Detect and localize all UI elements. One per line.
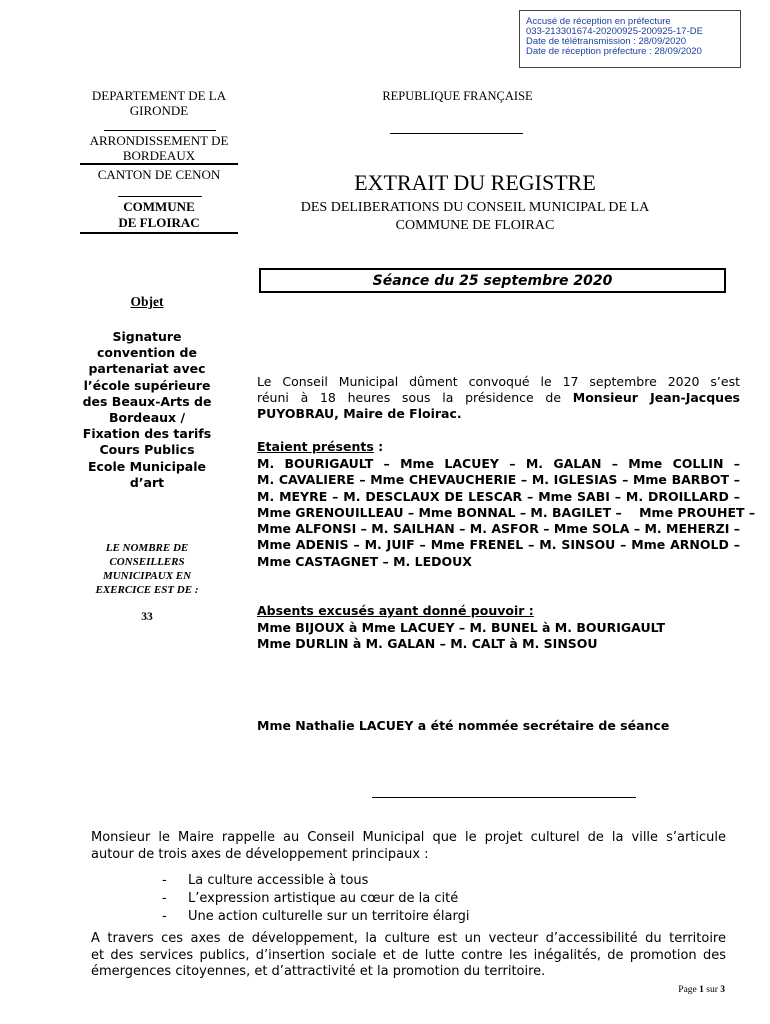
stamp-line: Date de télétransmission : 28/09/2020 [526,36,687,47]
body-paragraph-1 [91,830,726,863]
conseillers-line: MUNICIPAUX EN [102,570,192,582]
list-item: - La culture accessible à tous [162,872,722,890]
divider [118,196,202,197]
absents-list [257,620,740,653]
presents-line: Mme ADENIS – M. JUIF – Mme FRENEL – M. SINSOU – Mme ARNOLD – [257,537,740,553]
divider [80,163,238,165]
body-line: et des services publics, d’insertion sociale et de lutte contre les inégalités, de promotion des [91,947,726,963]
page-current: 1 [699,985,704,995]
page-number [620,985,725,995]
objet-line: des Beaux-Arts de [82,393,212,409]
list-item: - L’expression artistique au cœur de la cité [162,890,722,908]
axes-list [162,872,722,926]
presents-line: M. MEYRE – M. DESCLAUX DE LESCAR – Mme SABI – M. DROILLARD – [257,488,740,504]
objet-line: d’art [129,474,165,490]
section-separator [372,797,636,798]
presents-heading [257,439,740,455]
objet-line: Ecole Municipale [87,458,206,474]
document-title: EXTRAIT DU REGISTRE [354,170,596,195]
conseillers-count: 33 [141,611,153,623]
body-line: Monsieur le Maire rappelle au Conseil Municipal que le projet culturel de la ville s’articule [91,830,726,845]
absents-label: Absents excusés ayant donné pouvoir : [257,603,534,618]
conseillers-line: CONSEILLERS [109,556,185,568]
body-paragraph-2 [91,931,726,981]
intro-line: Le Conseil Municipal dûment convoqué le 17 septembre 2020 s’est [257,374,740,389]
objet-label: Objet [130,294,164,309]
secretaire-line: Mme Nathalie LACUEY a été nommée secrétaire de séance [257,718,670,733]
body-line: A travers ces axes de développement, la culture est un vecteur d’accessibilité du territoire [91,931,726,946]
presents-line: M. BOURIGAULT – Mme LACUEY – M. GALAN – Mme COLLIN – [257,456,740,471]
absents-heading [257,603,740,619]
president-name: Monsieur Jean-Jacques [572,390,740,406]
conseillers-label [72,541,222,597]
absents-line: Mme DURLIN à M. GALAN – M. CALT à M. SINSOU [257,636,598,652]
commune-name: DE FLOIRAC [118,215,200,230]
presents-list [257,456,756,570]
document-subtitle-line1: DES DELIBERATIONS DU CONSEIL MUNICIPAL DE LA [300,200,650,215]
presents-line: Mme CASTAGNET – M. LEDOUX [257,553,472,569]
intro-line [257,390,740,406]
list-item: - Une action culturelle sur un territoire élargi [162,908,722,926]
conseillers-line: EXERCICE EST DE : [95,584,199,596]
objet-line: Fixation des tarifs [82,426,212,442]
presents-colon: : [373,439,384,454]
body-line: autour de trois axes de développement principaux : [91,846,429,862]
divider [390,133,523,134]
republique-label: REPUBLIQUE FRANÇAISE [382,89,533,103]
body-line: émergences citoyennes, et d’attractivité et la promotion du territoire. [91,964,546,979]
presents-line: Mme GRENOUILLEAU – Mme BONNAL – M. BAGILET – Mme PROUHET – [257,504,756,520]
intro-text: réuni à 18 heures sous la présidence de [257,390,573,406]
absents-line: Mme BIJOUX à Mme LACUEY – M. BUNEL à M. BOURIGAULT [257,620,666,635]
presents-line: M. CAVALIERE – Mme CHEVAUCHERIE – M. IGLESIAS – Mme BARBOT – [257,472,740,488]
objet-line: Cours Publics [99,442,195,458]
commune-label: COMMUNE [123,199,195,214]
document-subtitle-line2: COMMUNE DE FLOIRAC [395,218,555,233]
divider [80,232,238,234]
stamp-line: 033-213301674-20200925-200925-17-DE [526,26,703,37]
departement-label: DEPARTEMENT DE LA GIRONDE [91,88,227,118]
stamp-line: Date de réception préfecture : 28/09/2020 [526,46,702,57]
presents-label: Etaient présents [257,439,374,454]
page-total: 3 [720,985,725,995]
presents-line: Mme ALFONSI – M. SAILHAN – M. ASFOR – Mme SOLA – M. MEHERZI – [257,521,740,537]
intro-line: PUYOBRAU, Maire de Floirac. [257,406,462,422]
arrondissement-label: ARRONDISSEMENT DE BORDEAUX [89,133,229,163]
stamp-line: Accusé de réception en préfecture [526,16,671,27]
seance-date-box: Séance du 25 septembre 2020 [259,268,726,293]
objet-line: Bordeaux / [108,410,186,426]
objet-line: l’école supérieure [83,377,211,393]
canton-label: CANTON DE CENON [97,167,221,182]
divider [104,130,216,131]
objet-line: Signature [112,329,182,344]
page-prefix: Page [678,985,700,995]
conseillers-line: LE NOMBRE DE [105,542,189,554]
objet-line: partenariat avec [88,361,206,377]
objet-description [72,329,222,491]
page-mid: sur [703,985,721,995]
objet-line: convention de [97,345,197,361]
intro-paragraph [257,374,740,423]
reception-stamp [519,10,741,68]
